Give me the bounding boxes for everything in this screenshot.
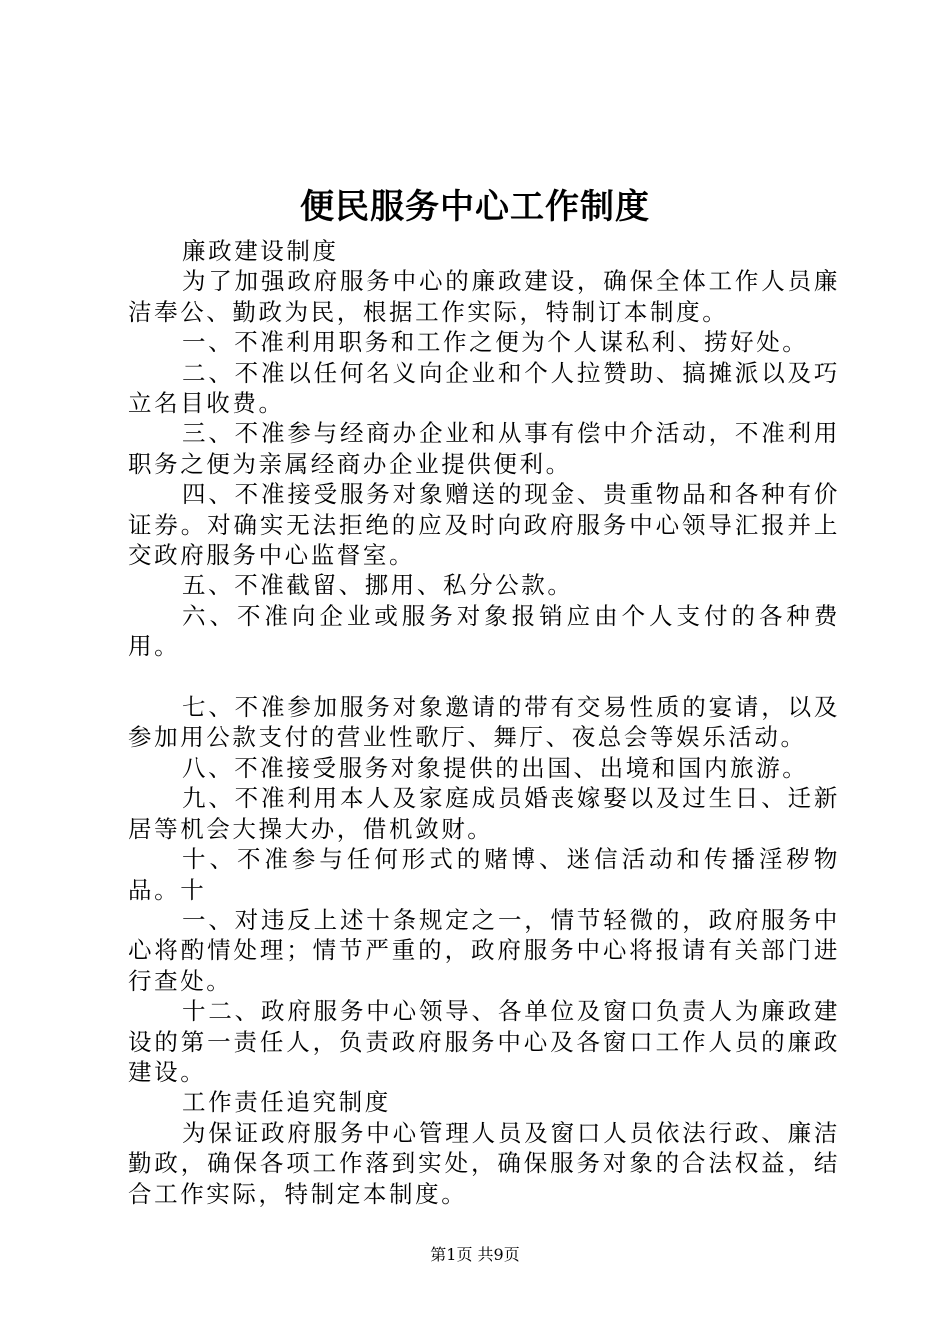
rule-item-2: 二、不准以任何名义向企业和个人拉赞助、搞摊派以及巧立名目收费。 (128, 358, 840, 418)
paragraph-intro: 为了加强政府服务中心的廉政建设，确保全体工作人员廉洁奉公、勤政为民，根据工作实际，特制订本制度。 (128, 267, 840, 326)
section-heading-accountability: 工作责任追究制度 (182, 1088, 391, 1117)
rule-item-3: 三、不准参与经商办企业和从事有偿中介活动，不准利用职务之便为亲属经商办企业提供便利。 (128, 419, 840, 478)
document-title: 便民服务中心工作制度 (300, 187, 650, 227)
rule-item-5: 五、不准截留、挪用、私分公款。 (182, 571, 574, 600)
paragraph-accountability-intro: 为保证政府服务中心管理人员及窗口人员依法行政、廉洁勤政，确保各项工作落到实处，确保服务对象的合法权益，结合工作实际，特制定本制度。 (128, 1118, 840, 1208)
rule-item-12: 十二、政府服务中心领导、各单位及窗口负责人为廉政建设的第一责任人，负责政府服务中心及各窗口工作人员的廉政建设。 (128, 997, 840, 1086)
rule-item-7: 七、不准参加服务对象邀请的带有交易性质的宴请，以及参加用公款支付的营业性歌厅、舞厅、夜总会等娱乐活动。 (128, 693, 840, 752)
rule-item-10: 十、不准参与任何形式的赌博、迷信活动和传播淫秽物品。十 (128, 845, 840, 904)
rule-item-4: 四、不准接受服务对象赠送的现金、贵重物品和各种有价证券。对确实无法拒绝的应及时向政府服务中心领导汇报并上交政府服务中心监督室。 (128, 480, 840, 570)
page-number-footer: 第1页 共9页 (430, 1245, 520, 1264)
rule-item-9: 九、不准利用本人及家庭成员婚丧嫁娶以及过生日、迁新居等机会大操大办，借机敛财。 (128, 784, 840, 843)
rule-item-1: 一、不准利用职务和工作之便为个人谋私利、捞好处。 (182, 328, 809, 357)
section-heading-integrity: 廉政建设制度 (182, 237, 339, 265)
rule-item-6: 六、不准向企业或服务对象报销应由个人支付的各种费用。 (128, 601, 840, 661)
rule-item-11: 一、对违反上述十条规定之一，情节轻微的，政府服务中心将酌情处理；情节严重的，政府服务中心将报请有关部门进行查处。 (128, 905, 840, 995)
rule-item-8: 八、不准接受服务对象提供的出国、出境和国内旅游。 (182, 753, 809, 782)
document-body (128, 236, 840, 1209)
